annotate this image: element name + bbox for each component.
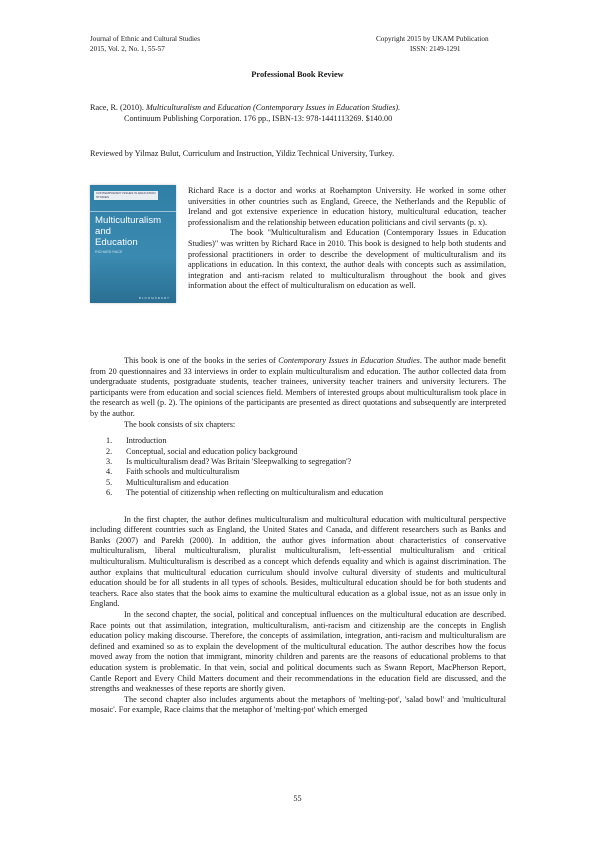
list-item: 6. The potential of citizenship when reflecting on multiculturalism and education: [106, 488, 384, 498]
reviewer-line: Reviewed by Yilmaz Bulut, Curriculum and Instruction, Yildiz Technical University, Turkey.: [90, 149, 395, 158]
list-item: 1. Introduction: [106, 436, 167, 446]
book-cover-image: [90, 185, 176, 303]
cover-series-label: CONTEMPORARY ISSUES IN EDUCATION STUDIES: [94, 191, 158, 200]
running-header-left: [90, 34, 200, 54]
cover-title: Multiculturalism and Education: [95, 215, 162, 248]
running-header-right: [376, 34, 489, 54]
list-item: 3. Is multiculturalism dead? Was Britain 'Sleepwalking to segregation'?: [106, 456, 352, 466]
cover-publisher: BLOOMSBURY: [138, 296, 170, 300]
paragraph-chapter-two: In the second chapter, the social, political and conceptual influences on the multicultural education are described. Race points out that assimilation, integration, multiculturalism, anti-racism and citizenship are the concepts in English education policy making discourse. Therefore, the concepts of assimilation, integration, anti-racism and multiculturalism are defined and examined so as to explain the development of the multicultural education. The author describes how the focus moved away from the notion that immigrant, minority children and parents are the reasons of educational problems to that education system is problematic. In that vein, social and political documents such as Swann Report, MacPherson Report, Cantle Report and Every Child Matters document and their recommendations in the education field are discussed, and the strengths and weaknesses of these reports are shortly given.: [90, 609, 506, 694]
page-title: Professional Book Review: [251, 70, 344, 79]
book-citation: [90, 102, 506, 124]
cover-author: RICHARD RACE: [95, 250, 123, 254]
issn: ISSN: 2149-1291: [410, 45, 461, 53]
journal-volume: 2015, Vol. 2, No. 1, 55-57: [90, 45, 165, 53]
list-item: 4. Faith schools and multiculturalism: [106, 467, 240, 477]
intro-text-column: [188, 186, 506, 292]
list-item: 5. Multiculturalism and education: [106, 477, 229, 487]
journal-name: Journal of Ethnic and Cultural Studies: [90, 35, 200, 43]
series-name: Contemporary Issues in Education Studies: [278, 356, 420, 365]
paragraph-series: This book is one of the books in the series of Contemporary Issues in Education Studies. The author made benefit from 20 questionnaires and 33 interviews in order to explain multiculturalism and education. The author collected data from undergraduate students, postgraduate students, teacher trainees, university teacher trainers and university lecturers. The participants were from education and social sciences field. Members of interested groups about multiculturalism took place in the research as well (p. 2). The opinions of the participants are presented as direct quotations and subsequently are interpreted by the author.: [90, 356, 506, 418]
chapter-list: [90, 436, 506, 498]
paragraph-book-summary: The book "Multiculturalism and Education (Contemporary Issues in Education Studies)" was written by Richard Race in 2010. This book is designed to help both students and professional practitioners in order to describe the development of multiculturalism and its applications in education. In this context, the author deals with concepts such as assimilation, integration and anti-racism related to multiculturalism throughout the book and gives information about the effect of multiculturalism on education as well.: [188, 228, 506, 291]
page-number: 55: [293, 794, 302, 803]
paragraph-chapter-one: In the first chapter, the author defines multiculturalism and multicultural education with multicultural perspective including different countries such as England, the United States and Canada, and different researchers such as Banks and Banks (2007) and Parekh (2000). In addition, the author gives information about characteristics of conservative multiculturalism, liberal multiculturalism, pluralist multiculturalism, left-essential multiculturalism and critical multiculturalism. Multiculturalism is described as a concept which defends equality and which is against discrimination. The author explains that multicultural education curriculum should involve cultural diversity of students and multicultural education should be for all students in all types of schools. Besides, multicultural education should be for both students and teachers. Race also states that the book aims to examine the multicultural education as a global issue, not as an issue only in England.: [90, 514, 506, 609]
chapters-intro: The book consists of six chapters:: [124, 419, 236, 429]
cover-divider: [90, 211, 176, 212]
paragraph-author-bio: Richard Race is a doctor and works at Roehampton University. He worked in some other universities in other countries such as England, Greece, the Netherlands and the Republic of Ireland and got extensive experience in education history, multicultural education, teacher professionalism and the relationship between education politicians and civil servants (p. x).: [188, 186, 506, 227]
copyright-notice: Copyright 2015 by UKAM Publication: [376, 35, 489, 43]
citation-publisher: Continuum Publishing Corporation. 176 pp., ISBN-13: 978-1441113269. $140.00: [124, 114, 393, 123]
citation-book-title: Multiculturalism and Education (Contemporary Issues in Education Studies).: [145, 103, 401, 112]
paragraph-metaphors: The second chapter also includes arguments about the metaphors of 'melting-pot', 'salad bowl' and 'multicultural mosaic'. For example, Race claims that the metaphor of 'melting-pot' which emerged: [90, 694, 506, 715]
main-text: [90, 356, 506, 716]
list-item: 2. Conceptual, social and education policy background: [106, 446, 298, 456]
citation-author-year: Race, R. (2010).: [90, 103, 144, 112]
